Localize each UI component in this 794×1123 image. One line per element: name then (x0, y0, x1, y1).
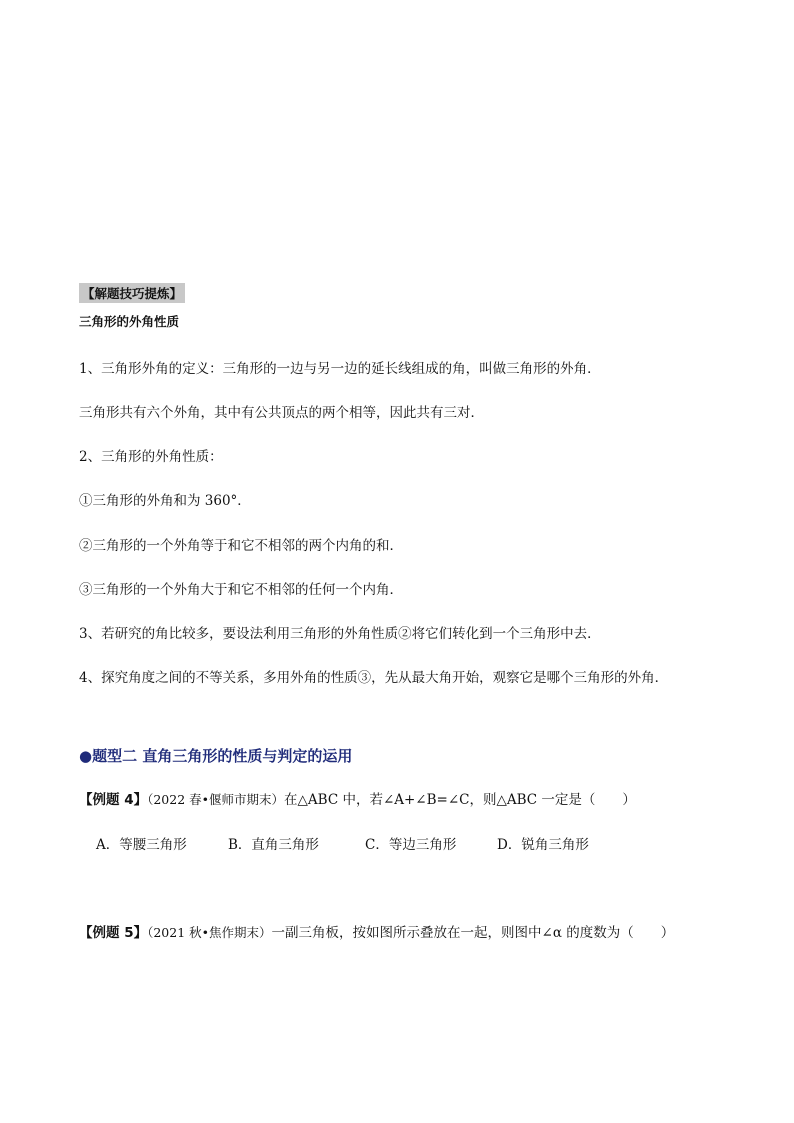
tips-line-2: 三角形共有六个外角，其中有公共顶点的两个相等，因此共有三对． (79, 405, 484, 421)
example-4-source: （2022 春•偃师市期末） (147, 792, 285, 807)
section-heading (79, 745, 352, 766)
example-4-tag: 【例题 4】 (79, 792, 148, 808)
tips-line-8: 4、探究角度之间的不等关系，多用外角的性质③，先从最大角开始，观察它是哪个三角形的外角． (79, 670, 669, 686)
tips-line-1: 1、三角形外角的定义：三角形的一边与另一边的延长线组成的角，叫做三角形的外角． (79, 361, 601, 377)
section-title: 题型二 直角三角形的性质与判定的运用 (92, 747, 353, 765)
example-5-text: 一副三角板，按如图所示叠放在一起，则图中∠α 的度数为（ ） (271, 925, 675, 941)
tips-line-6: ③三角形的一个外角大于和它不相邻的任何一个内角． (79, 582, 403, 598)
example-4-option-b: B．直角三角形 (228, 837, 319, 853)
example-4-text: 在△ABC 中，若∠A+∠B=∠C，则△ABC 一定是（ ） (284, 792, 636, 808)
example-5-tag: 【例题 5】 (79, 925, 148, 941)
tips-line-5: ②三角形的一个外角等于和它不相邻的两个内角的和． (79, 538, 403, 554)
example-5-question (79, 921, 674, 941)
tips-title: 三角形的外角性质 (79, 314, 180, 329)
example-4-option-a: A．等腰三角形 (96, 837, 187, 853)
tips-line-3: 2、三角形的外角性质： (79, 449, 223, 465)
example-5-source: （2021 秋•焦作期末） (147, 925, 272, 940)
bullet-icon: ● (79, 747, 93, 765)
tips-line-7: 3、若研究的角比较多，要设法利用三角形的外角性质②将它们转化到一个三角形中去． (79, 626, 601, 642)
example-4-question (79, 788, 636, 808)
example-4-option-d: D．锐角三角形 (497, 837, 589, 853)
tips-heading-tag: 【解题技巧提炼】 (79, 283, 185, 303)
tips-line-4: ①三角形的外角和为 360°． (79, 493, 251, 509)
example-4-option-c: C．等边三角形 (365, 837, 457, 853)
